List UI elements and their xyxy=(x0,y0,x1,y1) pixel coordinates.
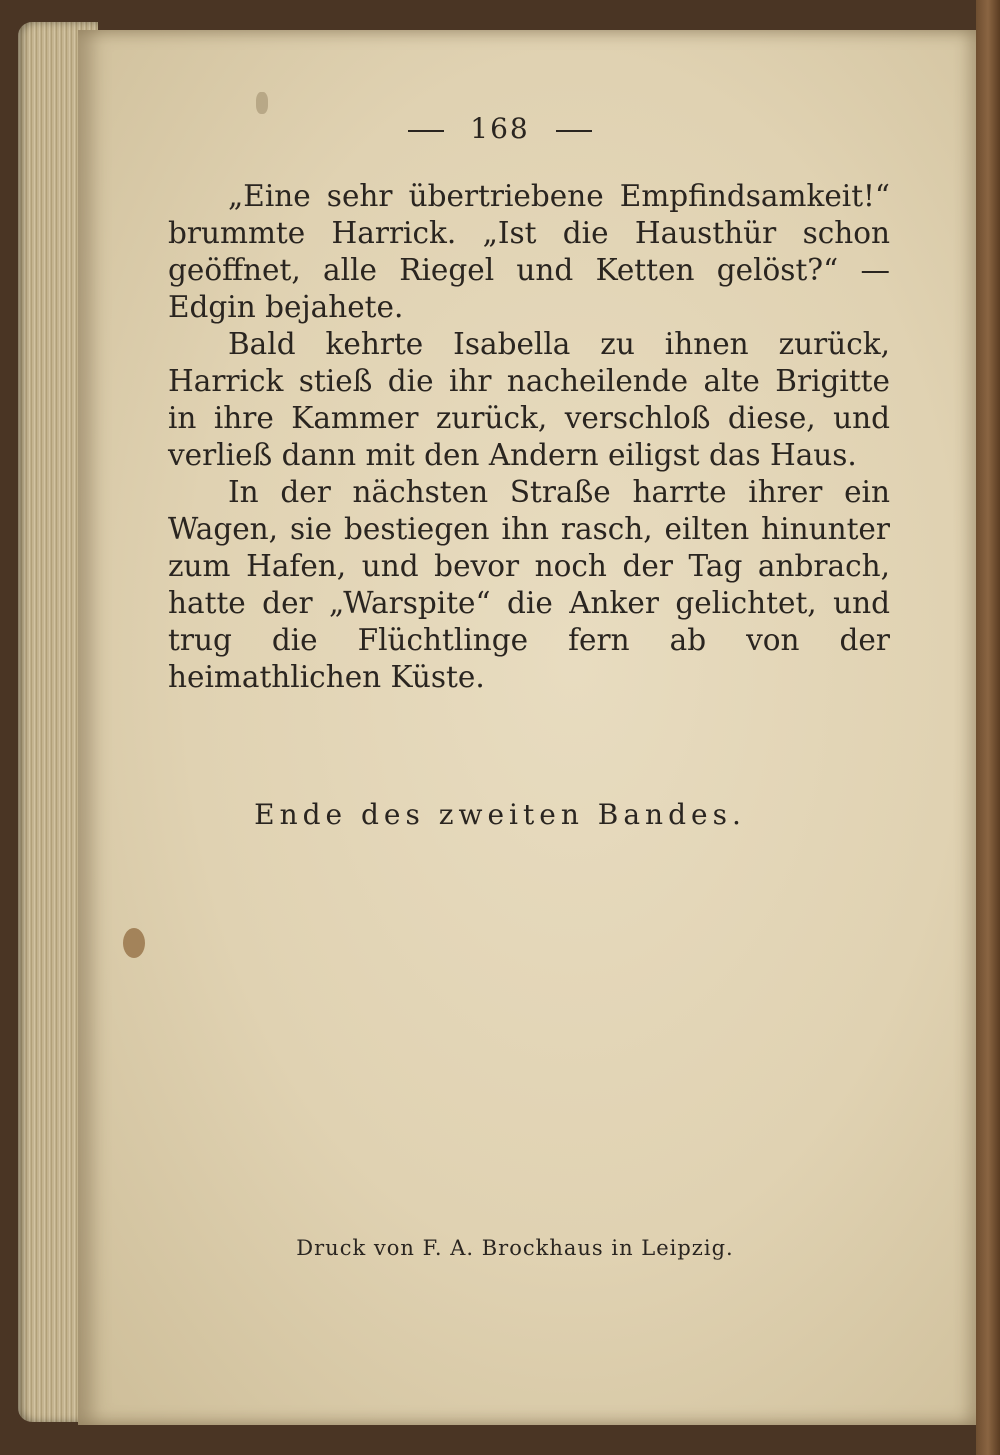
printer-imprint: Druck von F. A. Brockhaus in Leipzig. xyxy=(296,1236,734,1260)
page-mark xyxy=(256,92,268,114)
end-of-volume-note: Ende des zweiten Bandes. xyxy=(254,798,746,831)
paragraph: In der nächsten Straße harrte ihrer ein Wagen, sie bestiegen ihn rasch, eilten hinunter zum Hafen, und bevor noch der Tag anbrach, hatte der „Warspite“ die Anker gelichtet, und trug die Flüchtlinge fern ab von der heimathlichen Küste. xyxy=(168,475,890,694)
body-text xyxy=(168,178,890,696)
page-header xyxy=(0,112,1000,145)
header-dash-left xyxy=(408,130,444,132)
page-number: 168 xyxy=(470,112,530,145)
page-stain xyxy=(123,928,145,958)
header-dash-right xyxy=(556,130,592,132)
paragraph: „Eine sehr übertriebene Empfindsamkeit!“ brummte Harrick. „Ist die Hausthür schon geöffnet, alle Riegel und Ketten gelöst?“ — Edgin bejahete. xyxy=(168,179,890,324)
paragraph: Bald kehrte Isabella zu ihnen zurück, Harrick stieß die ihr nacheilende alte Brigitte in ihre Kammer zurück, verschloß diese, und verließ dann mit den Andern eiligst das Haus. xyxy=(168,327,890,472)
